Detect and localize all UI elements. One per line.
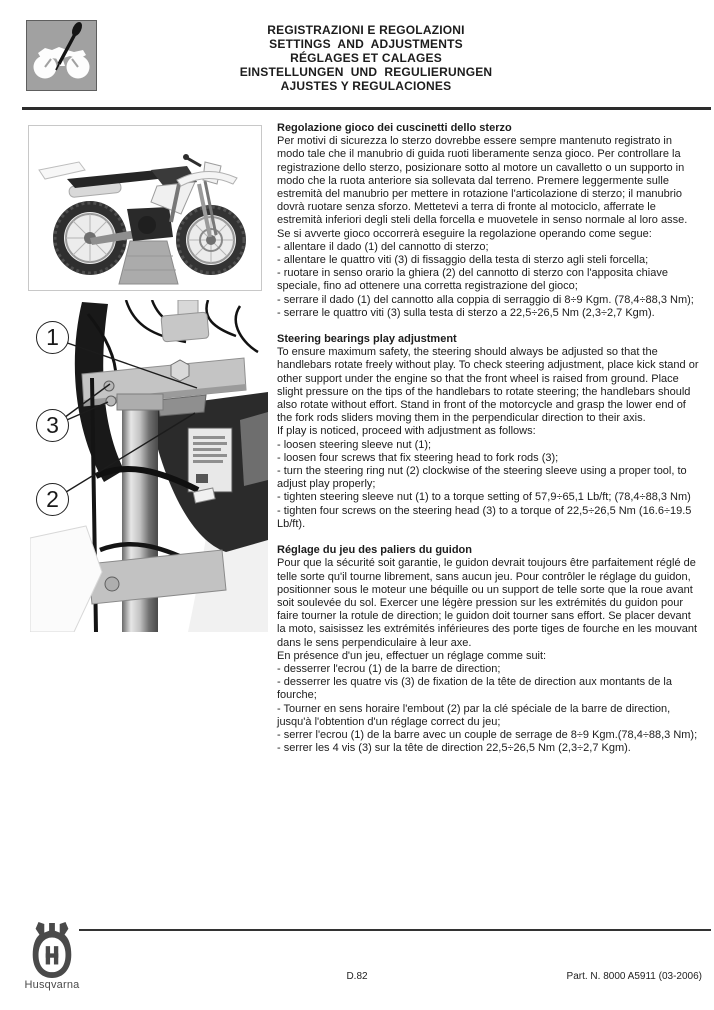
list-item: - serrer les 4 vis (3) sur la tête de direction 22,5÷26,5 Nm (2,3÷2,7 Kgm). — [277, 742, 631, 755]
callout-1-label: 1 — [46, 324, 59, 350]
list-item: - allentare il dado (1) del cannotto di sterzo; — [277, 240, 489, 253]
paragraph: If play is noticed, proceed with adjustment as follows: — [277, 425, 536, 438]
callout-1-steering-sleeve-nut — [36, 321, 69, 354]
brand-wordmark: Husqvarna — [24, 979, 80, 991]
title-line-de: EINSTELLUNGEN UND REGULIERUNGEN — [239, 65, 493, 79]
paragraph: To ensure maximum safety, the steering should always be adjusted so that the handlebars rotate freely without play. To check steering adjustment, place kick stand or other support under the engine so that the front wheel is raised from ground. Place slight pressure on the tips of the handlebars to rotate steering; the handlebars should also rotate without effort. Stand in front of the motorcycle and grasp the lower end of the fork rods sliders moving them in the perpendicular direction to their axis. — [277, 346, 699, 425]
section-heading-french: Réglage du jeu des paliers du guidon — [277, 544, 472, 557]
callout-3-label: 3 — [46, 412, 59, 438]
list-item: - loosen four screws that fix steering head to fork rods (3); — [277, 451, 559, 464]
list-item: - Tourner en sens horaire l'embout (2) par la clé spéciale de la barre de direction, jusqu'à l'obtention d'un réglage correct du jeu; — [277, 702, 671, 728]
list-item: - loosen steering sleeve nut (1); — [277, 438, 432, 451]
list-item: - serrare il dado (1) del cannotto alla coppia di serraggio di 8÷9 Kgm. (78,4÷88,3 Nm); — [277, 293, 694, 306]
section-italian — [277, 122, 701, 320]
section-heading-english: Steering bearings play adjustment — [277, 333, 457, 346]
list-item: - tighten steering sleeve nut (1) to a torque setting of 57,9÷65,1 Lb/ft; (78,4÷88,3 Nm) — [277, 491, 691, 504]
list-item: - serrer l'ecrou (1) de la barre avec un couple de serrage de 8÷9 Kgm.(78,4÷88,3 Nm); — [277, 728, 698, 741]
title-line-fr: RÉGLAGES ET CALAGES — [290, 51, 442, 65]
footer-divider — [79, 929, 711, 931]
list-item: - tighten four screws on the steering head (3) to a torque of 22,5÷26,5 Nm (16.6÷19.5 Lb/ft). — [277, 504, 692, 530]
paragraph: Pour que la sécurité soit garantie, le guidon devrait toujours être parfaitement réglé de telle sorte qu'il tourne librement, sans aucun jeu. Pour contrôler le réglage du guidon, positionner sous le moteur une béquille ou un support de telle sorte que la roue avant soit soulevée du sol. Exercer une légère pression sur les extrémités du guidon pour faire tourner la rotule de direction; le guidon doit tourner sans effort. Se placer devant la moto, saisissez les extrémités inférieures des porte tiges de fourche en les mouvant dans le sens perpendiculaire à leur axe. — [277, 557, 698, 649]
section-heading-italian: Regolazione gioco dei cuscinetti dello sterzo — [277, 122, 512, 134]
list-item: - ruotare in senso orario la ghiera (2) del cannotto di sterzo con l'apposita chiave speciale, fino ad ottenere una corretta registrazione del gioco; — [277, 267, 668, 293]
figure-motorcycle-on-stand — [28, 125, 262, 291]
title-line-en: SETTINGS AND ADJUSTMENTS — [269, 37, 463, 51]
callout-3-steering-head-screws — [36, 409, 69, 442]
header-divider — [22, 107, 711, 110]
list-item: - desserrer l'ecrou (1) de la barre de direction; — [277, 662, 501, 675]
paragraph: En présence d'un jeu, effectuer un réglage comme suit: — [277, 649, 547, 662]
chapter-title — [166, 23, 566, 93]
callout-2-label: 2 — [46, 486, 59, 512]
chapter-icon-box — [26, 20, 97, 91]
list-item: - desserrer les quatre vis (3) de fixation de la tête de direction aux montants de la fourche; — [277, 676, 672, 702]
page-number: D.82 — [346, 971, 368, 982]
title-line-it: REGISTRAZIONI E REGOLAZIONI — [267, 23, 465, 37]
list-item: - turn the steering ring nut (2) clockwise of the steering sleeve using a proper tool, to adjust play properly; — [277, 465, 687, 491]
paragraph: Per motivi di sicurezza lo sterzo dovrebbe essere sempre mantenuto registrato in modo tale che il manubrio di guida ruoti liberamente senza gioco. Per controllare la registrazione dello sterzo, posizionare sotto al motore un cavalletto o un supporto in modo che la ruota anteriore sia sollevata dal terreno. Premere leggermente sulle estremità del manubrio per mettere in rotazione l'articolazione di sterzo; il manubrio dovrà ruotare senza sforzo. Mettetevi a terra di fronte al motociclo, afferrate le estremità inferiori degli steli della forcella e muovetele in senso normale al loro asse. Se si avverte gioco occorrerà eseguire la regolazione operando come segue: — [277, 135, 688, 240]
section-french — [277, 544, 701, 755]
callout-2-ring-nut — [36, 483, 69, 516]
figure-steering-head-detail — [30, 300, 268, 632]
list-item: - allentare le quattro viti (3) di fissaggio della testa di sterzo agli steli forcella; — [277, 254, 649, 267]
motorcycle-screwdriver-icon — [26, 20, 97, 91]
title-line-es: AJUSTES Y REGULACIONES — [280, 79, 452, 93]
list-item: - serrare le quattro viti (3) sulla testa di sterzo a 22,5÷26,5 Nm (2,3÷2,7 Kgm). — [277, 306, 655, 319]
part-number: Part. N. 8000 A5911 (03-2006) — [566, 971, 702, 982]
body-text-column — [277, 122, 701, 768]
section-english — [277, 333, 701, 531]
